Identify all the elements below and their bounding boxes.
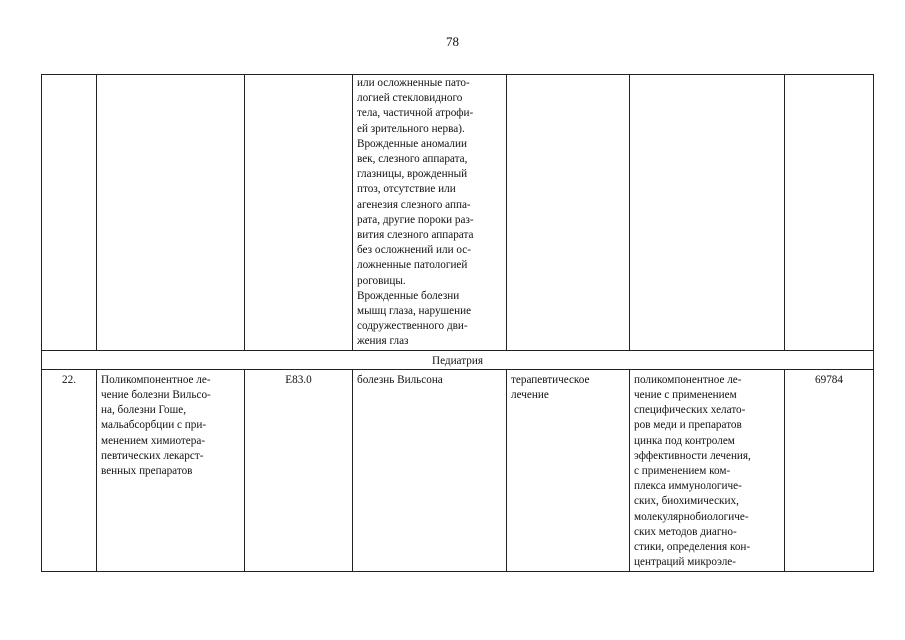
cell-cost xyxy=(785,75,874,351)
method-line: плекса иммунологиче- xyxy=(634,480,742,493)
name-line: певтических лекарст- xyxy=(101,449,204,462)
method-line: цинка под контролем xyxy=(634,434,735,447)
cell-diagnosis xyxy=(353,369,507,571)
cell-name xyxy=(97,369,245,571)
cell-number xyxy=(42,75,97,351)
method-line: поликомпонентное ле- xyxy=(634,373,742,386)
cell-name xyxy=(97,75,245,351)
cell-cost xyxy=(785,369,874,571)
name-line: Поликомпонентное ле- xyxy=(101,373,211,386)
method-line: чение с применением xyxy=(634,389,737,402)
cell-method xyxy=(630,369,785,571)
cell-icd-code xyxy=(245,369,353,571)
name-line: на, болезни Гоше, xyxy=(101,404,187,417)
diagnosis-line: век, слезного аппарата, xyxy=(357,153,468,166)
cell-treatment xyxy=(507,369,630,571)
method-line: ских методов диагно- xyxy=(634,525,737,538)
treatment-line: терапевтическое xyxy=(511,373,590,386)
cell-diagnosis xyxy=(353,75,507,351)
diagnosis-text: болезнь Вильсона xyxy=(357,373,443,386)
cost-value: 69784 xyxy=(815,373,843,386)
method-line: молекулярнобиологиче- xyxy=(634,510,749,523)
diagnosis-line: логией стекловидного xyxy=(357,92,463,105)
row-number: 22. xyxy=(62,373,76,386)
medical-care-table xyxy=(41,74,874,572)
diagnosis-line: Врожденные аномалии xyxy=(357,137,467,150)
diagnosis-line: Врожденные болезни xyxy=(357,289,460,302)
treatment-line: лечение xyxy=(511,389,549,402)
diagnosis-line: жения глаз xyxy=(357,335,409,348)
method-line: ров меди и препаратов xyxy=(634,419,742,432)
method-line: центраций микроэле- xyxy=(634,556,736,569)
diagnosis-line: агенезия слезного аппа- xyxy=(357,198,471,211)
cell-treatment xyxy=(507,75,630,351)
diagnosis-line: роговицы. xyxy=(357,274,406,287)
diagnosis-line: ложненные патологией xyxy=(357,259,468,272)
diagnosis-line: мышц глаза, нарушение xyxy=(357,305,472,318)
name-line: чение болезни Вильсо- xyxy=(101,389,211,402)
diagnosis-line: птоз, отсутствие или xyxy=(357,183,456,196)
method-line: ских, биохимических, xyxy=(634,495,739,508)
diagnosis-line: или осложненные пато- xyxy=(357,77,470,89)
cell-number xyxy=(42,369,97,571)
method-line: с применением ком- xyxy=(634,465,731,478)
diagnosis-line: глазницы, врожденный xyxy=(357,168,468,181)
method-line: стики, определения кон- xyxy=(634,541,751,554)
cell-icd-code xyxy=(245,75,353,351)
diagnosis-line: ей зрительного нерва). xyxy=(357,122,465,135)
method-line: эффективности лечения, xyxy=(634,449,751,462)
diagnosis-line: тела, частичной атрофи- xyxy=(357,107,474,120)
table-row-continuation xyxy=(42,75,874,351)
page-number: 78 xyxy=(446,34,459,49)
cell-method xyxy=(630,75,785,351)
diagnosis-line: вития слезного аппарата xyxy=(357,229,474,242)
diagnosis-line: рата, другие пороки раз- xyxy=(357,213,474,226)
name-line: менением химиотера- xyxy=(101,434,206,447)
name-line: мальабсорбции с при- xyxy=(101,419,207,432)
icd-code: E83.0 xyxy=(285,373,312,386)
section-title: Педиатрия xyxy=(42,350,874,369)
table-row-22 xyxy=(42,369,874,571)
name-line: венных препаратов xyxy=(101,465,193,478)
diagnosis-line: содружественного дви- xyxy=(357,320,468,333)
diagnosis-line: без осложнений или ос- xyxy=(357,244,471,257)
method-line: специфических хелато- xyxy=(634,404,746,417)
section-header-row xyxy=(42,350,874,369)
